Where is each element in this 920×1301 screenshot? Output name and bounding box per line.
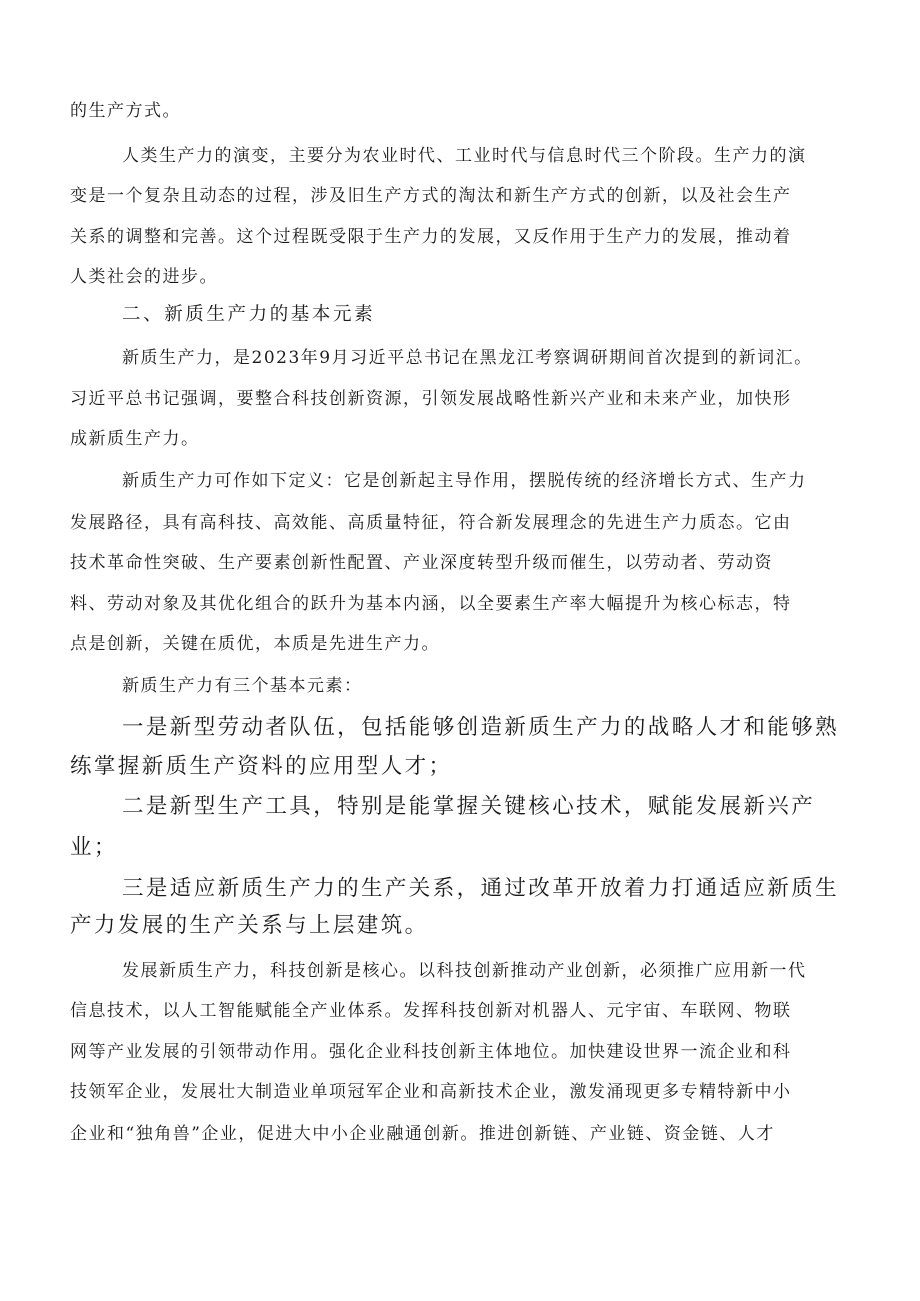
paragraph-line: 料、劳动对象及其优化组合的跃升为基本内涵，以全要素生产率大幅提升为核心标志，特 xyxy=(70,594,792,614)
emphasis-line: 一是新型劳动者队伍，包括能够创造新质生产力的战略人才和能够熟 xyxy=(122,715,840,740)
paragraph-line: 企业和“独角兽”企业，促进大中小企业融通创新。推进创新链、产业链、资金链、人才 xyxy=(70,1124,775,1144)
emphasis-line: 三是适应新质生产力的生产关系，通过改革开放着力打通适应新质生 xyxy=(122,876,840,901)
paragraph-line: 新质生产力，是2023年9月习近平总书记在黑龙江考察调研期间首次提到的新词汇。 xyxy=(122,348,813,368)
paragraph-line: 成新质生产力。 xyxy=(70,429,200,449)
emphasis-line: 业； xyxy=(70,835,118,860)
paragraph-line: 习近平总书记强调，要整合科技创新资源，引领发展战略性新兴产业和未来产业，加快形 xyxy=(70,389,792,409)
paragraph-line: 新质生产力可作如下定义：它是创新起主导作用，摆脱传统的经济增长方式、生产力 xyxy=(122,471,807,491)
paragraph-line: 发展新质生产力，科技创新是核心。以科技创新推动产业创新，必须推广应用新一代 xyxy=(122,961,807,981)
paragraph-line: 新质生产力有三个基本元素： xyxy=(122,676,363,696)
paragraph-line: 关系的调整和完善。这个过程既受限于生产力的发展，又反作用于生产力的发展，推动着 xyxy=(70,227,792,247)
paragraph-line: 人类社会的进步。 xyxy=(70,267,218,287)
paragraph-line: 信息技术，以人工智能赋能全产业体系。发挥科技创新对机器人、元宇宙、车联网、物联 xyxy=(70,1001,792,1021)
paragraph-line: 发展路径，具有高科技、高效能、高质量特征，符合新发展理念的先进生产力质态。它由 xyxy=(70,513,792,533)
paragraph-line: 人类生产力的演变，主要分为农业时代、工业时代与信息时代三个阶段。生产力的演 xyxy=(122,146,807,166)
paragraph-line: 技领军企业，发展壮大制造业单项冠军企业和高新技术企业，激发涌现更多专精特新中小 xyxy=(70,1082,792,1102)
emphasis-line: 产力发展的生产关系与上层建筑。 xyxy=(70,913,429,938)
emphasis-line: 练掌握新质生产资料的应用型人才； xyxy=(70,754,453,779)
paragraph-line: 点是创新，关键在质优，本质是先进生产力。 xyxy=(70,634,440,654)
paragraph-line: 技术革命性突破、生产要素创新性配置、产业深度转型升级而催生，以劳动者、劳动资 xyxy=(70,553,773,573)
paragraph-line: 变是一个复杂且动态的过程，涉及旧生产方式的淘汰和新生产方式的创新，以及社会生产 xyxy=(70,186,792,206)
section-heading: 二、新质生产力的基本元素 xyxy=(122,304,376,325)
emphasis-line: 二是新型生产工具，特别是能掌握关键核心技术，赋能发展新兴产 xyxy=(122,794,816,819)
paragraph-line: 的生产方式。 xyxy=(70,101,181,121)
paragraph-line: 网等产业发展的引领带动作用。强化企业科技创新主体地位。加快建设世界一流企业和科 xyxy=(70,1042,792,1062)
